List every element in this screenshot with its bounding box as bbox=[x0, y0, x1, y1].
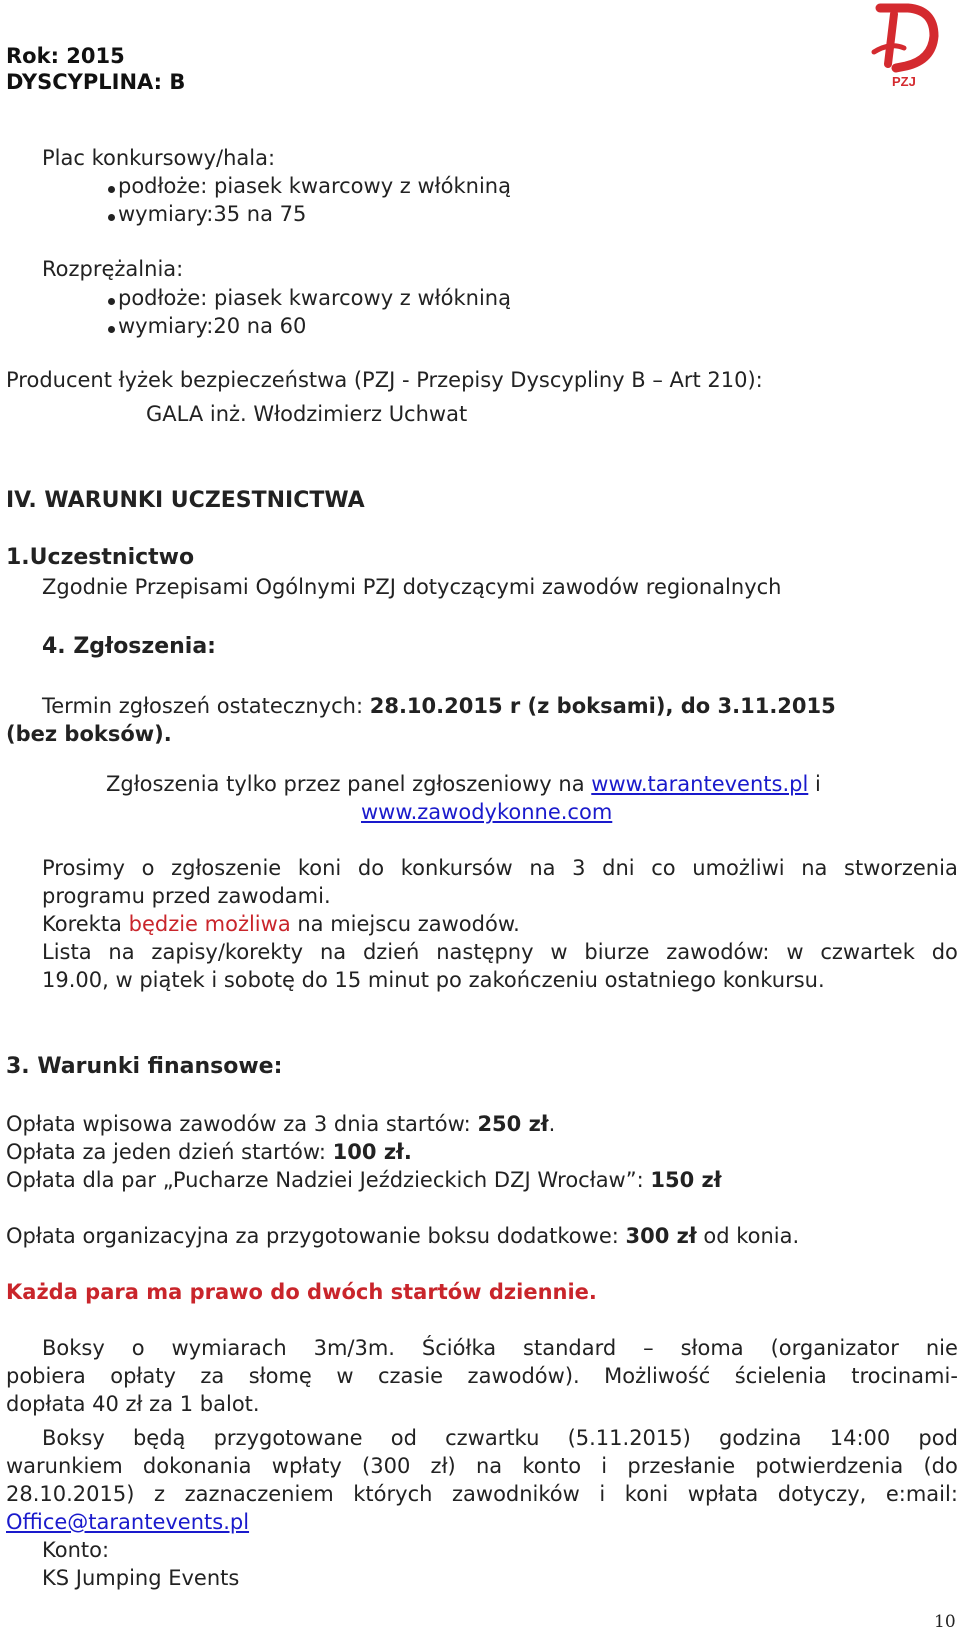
prosimy-word: o bbox=[141, 856, 155, 880]
boksy-word: dotyczy, bbox=[777, 1482, 867, 1506]
korekta-highlight: będzie możliwa bbox=[128, 912, 291, 936]
panel-text: Zgłoszenia tylko przez panel zgłoszeniowy na bbox=[106, 772, 592, 796]
finanse-heading: 3. Warunki finansowe: bbox=[6, 1054, 283, 1079]
zawodykonne-link[interactable]: www.zawodykonne.com bbox=[361, 800, 613, 824]
boksy-p1-line-1 bbox=[42, 1336, 958, 1360]
bullet-icon bbox=[108, 298, 115, 305]
boksy-p1-line-3: dopłata 40 zł za 1 balot. bbox=[6, 1392, 260, 1416]
fee-label: Opłata dla par „Pucharze Nadziei Jeździeckich DZJ Wrocław”: bbox=[6, 1168, 651, 1192]
boksy-p2-line-3 bbox=[6, 1482, 958, 1506]
fee-label: Opłata organizacyjna za przygotowanie boksu dodatkowe: bbox=[6, 1224, 626, 1248]
year-label: Rok: 2015 bbox=[6, 44, 125, 68]
boksy-word: przesłanie bbox=[627, 1454, 736, 1478]
prosimy-word: stworzenia bbox=[844, 856, 958, 880]
page-number: 10 bbox=[934, 1612, 956, 1632]
lista-line-1 bbox=[42, 940, 958, 964]
boksy-word: zł) bbox=[430, 1454, 456, 1478]
boksy-word: słoma bbox=[680, 1336, 744, 1360]
panel-and: i bbox=[808, 772, 821, 796]
termin-text: Termin zgłoszeń ostatecznych: bbox=[42, 694, 370, 718]
boksy-word: z bbox=[154, 1482, 166, 1506]
boksy-word: Boksy bbox=[42, 1426, 105, 1450]
boksy-word: warunkiem bbox=[6, 1454, 123, 1478]
rozprezalnia-item-1: podłoże: piasek kwarcowy z włókniną bbox=[118, 286, 511, 310]
plac-title: Plac konkursowy/hala: bbox=[42, 146, 276, 170]
bullet-icon bbox=[108, 186, 115, 193]
boksy-word: 3m/3m. bbox=[313, 1336, 395, 1360]
boksy-word: ścielenia bbox=[734, 1364, 827, 1388]
boksy-word: pobiera bbox=[6, 1364, 86, 1388]
lista-word: dzień bbox=[362, 940, 420, 964]
boksy-word: wpłaty bbox=[271, 1454, 342, 1478]
boksy-word: trocinami- bbox=[851, 1364, 958, 1388]
prosimy-word: umożliwi bbox=[692, 856, 785, 880]
korekta-text-end: na miejscu zawodów. bbox=[290, 912, 520, 936]
fee-end: od konia. bbox=[696, 1224, 800, 1248]
boksy-word: potwierdzenia bbox=[755, 1454, 904, 1478]
boksy-word: dokonania bbox=[142, 1454, 252, 1478]
boksy-word: opłaty bbox=[110, 1364, 176, 1388]
uczestnictwo-heading: 1.Uczestnictwo bbox=[6, 545, 195, 570]
korekta-text: Korekta bbox=[42, 912, 129, 936]
boksy-word: i bbox=[599, 1482, 606, 1506]
fee-end: . bbox=[548, 1112, 556, 1136]
prosimy-word: na bbox=[801, 856, 828, 880]
boksy-word: zaznaczeniem bbox=[184, 1482, 334, 1506]
korekta-line bbox=[42, 912, 520, 936]
lista-word: do bbox=[931, 940, 958, 964]
boksy-p1-line-2 bbox=[6, 1364, 958, 1388]
boksy-word: koni bbox=[624, 1482, 669, 1506]
boksy-word: Możliwość bbox=[604, 1364, 711, 1388]
boksy-word: nie bbox=[925, 1336, 958, 1360]
boksy-word: słomę bbox=[248, 1364, 312, 1388]
fee-line-2 bbox=[6, 1140, 412, 1164]
pzj-logo bbox=[870, 2, 942, 90]
boksy-word: (organizator bbox=[770, 1336, 899, 1360]
konto-name: KS Jumping Events bbox=[42, 1566, 240, 1590]
boksy-word: w bbox=[336, 1364, 354, 1388]
producer-line: Producent łyżek bezpieczeństwa (PZJ - Przepisy Dyscypliny B – Art 210): bbox=[6, 368, 763, 392]
fee-value: 300 zł bbox=[625, 1224, 697, 1248]
panel-line bbox=[106, 772, 821, 796]
boksy-word: e:mail: bbox=[885, 1482, 958, 1506]
zgloszenia-heading: 4. Zgłoszenia: bbox=[42, 634, 216, 659]
boksy-word: o bbox=[131, 1336, 145, 1360]
boksy-word: i bbox=[601, 1454, 608, 1478]
prosimy-line-1 bbox=[42, 856, 958, 880]
boksy-word: zawodników bbox=[452, 1482, 580, 1506]
boksy-word: 28.10.2015) bbox=[6, 1482, 135, 1506]
fee-line-3 bbox=[6, 1168, 722, 1192]
konto-label: Konto: bbox=[42, 1538, 110, 1562]
boksy-word: których bbox=[353, 1482, 433, 1506]
boksy-word: Ściółka bbox=[421, 1336, 497, 1360]
tarantevents-link[interactable]: www.tarantevents.pl bbox=[591, 772, 809, 796]
boksy-word: na bbox=[475, 1454, 503, 1478]
prosimy-word: 3 bbox=[572, 856, 586, 880]
fee-label: Opłata za jeden dzień startów: bbox=[6, 1140, 333, 1164]
fee-line-4 bbox=[6, 1224, 799, 1248]
uczestnictwo-text: Zgodnie Przepisami Ogólnymi PZJ dotyczącymi zawodów regionalnych bbox=[42, 575, 782, 599]
prosimy-word: konkursów bbox=[400, 856, 513, 880]
lista-line-2: 19.00, w piątek i sobotę do 15 minut po zakończeniu ostatniego konkursu. bbox=[42, 968, 825, 992]
boksy-word: od bbox=[390, 1426, 417, 1450]
fee-value: 100 zł. bbox=[332, 1140, 412, 1164]
boksy-word: standard bbox=[523, 1336, 617, 1360]
fee-label: Opłata wpisowa zawodów za 3 dnia startów: bbox=[6, 1112, 478, 1136]
prosimy-word: dni bbox=[602, 856, 635, 880]
prosimy-word: koni bbox=[297, 856, 342, 880]
lista-word: na bbox=[319, 940, 347, 964]
termin-bez-boksow: (bez boksów). bbox=[6, 722, 172, 746]
boksy-p2-line-2 bbox=[6, 1454, 958, 1478]
plac-item-1: podłoże: piasek kwarcowy z włókniną bbox=[118, 174, 511, 198]
section-iv-heading: IV. WARUNKI UCZESTNICTWA bbox=[6, 488, 365, 513]
bullet-icon bbox=[108, 214, 115, 221]
lista-word: zawodów: bbox=[666, 940, 770, 964]
discipline-label: DYSCYPLINA: B bbox=[6, 70, 186, 94]
boksy-word: przygotowane bbox=[213, 1426, 363, 1450]
lista-word: zapisy/korekty bbox=[151, 940, 304, 964]
boksy-word: wpłata bbox=[687, 1482, 759, 1506]
prosimy-line-2: programu przed zawodami. bbox=[42, 884, 331, 908]
prosimy-word: co bbox=[651, 856, 676, 880]
plac-item-2: wymiary:35 na 75 bbox=[118, 202, 307, 226]
boksy-word: – bbox=[643, 1336, 654, 1360]
lista-word: następny bbox=[436, 940, 534, 964]
lista-word: w bbox=[786, 940, 804, 964]
lista-word: w bbox=[550, 940, 568, 964]
boksy-p2-line-1 bbox=[42, 1426, 958, 1450]
boksy-word: czasie bbox=[377, 1364, 444, 1388]
office-email-link[interactable]: Office@tarantevents.pl bbox=[6, 1510, 250, 1534]
prosimy-word: Prosimy bbox=[42, 856, 125, 880]
fee-line-1 bbox=[6, 1112, 555, 1136]
fee-value: 150 zł bbox=[650, 1168, 722, 1192]
boksy-word: wymiarach bbox=[171, 1336, 287, 1360]
rozprezalnia-item-2: wymiary:20 na 60 bbox=[118, 314, 307, 338]
boksy-word: będą bbox=[132, 1426, 186, 1450]
boksy-word: zawodów). bbox=[467, 1364, 580, 1388]
lista-word: biurze bbox=[584, 940, 650, 964]
boksy-word: Boksy bbox=[42, 1336, 105, 1360]
fee-value: 250 zł bbox=[477, 1112, 549, 1136]
boksy-word: czwartku bbox=[445, 1426, 540, 1450]
prosimy-word: na bbox=[529, 856, 556, 880]
boksy-word: (do bbox=[923, 1454, 958, 1478]
boksy-word: konto bbox=[522, 1454, 582, 1478]
lista-word: czwartek bbox=[820, 940, 915, 964]
prosimy-word: do bbox=[357, 856, 385, 880]
boksy-word: 14:00 bbox=[829, 1426, 891, 1450]
rozprezalnia-title: Rozprężalnia: bbox=[42, 257, 184, 281]
producer-name: GALA inż. Włodzimierz Uchwat bbox=[146, 402, 468, 426]
boksy-word: (5.11.2015) bbox=[567, 1426, 691, 1450]
termin-line bbox=[42, 694, 836, 718]
boksy-word: godzina bbox=[719, 1426, 802, 1450]
boksy-word: (300 bbox=[362, 1454, 411, 1478]
prosimy-word: zgłoszenie bbox=[171, 856, 282, 880]
boksy-word: za bbox=[200, 1364, 225, 1388]
lista-word: Lista bbox=[42, 940, 92, 964]
pzj-logo-text: PZJ bbox=[892, 74, 916, 89]
termin-dates: 28.10.2015 r (z boksami), do 3.11.2015 bbox=[369, 694, 836, 718]
lista-word: na bbox=[108, 940, 135, 964]
boksy-word: pod bbox=[918, 1426, 958, 1450]
bullet-icon bbox=[108, 326, 115, 333]
starts-rule: Każda para ma prawo do dwóch startów dziennie. bbox=[6, 1280, 597, 1304]
